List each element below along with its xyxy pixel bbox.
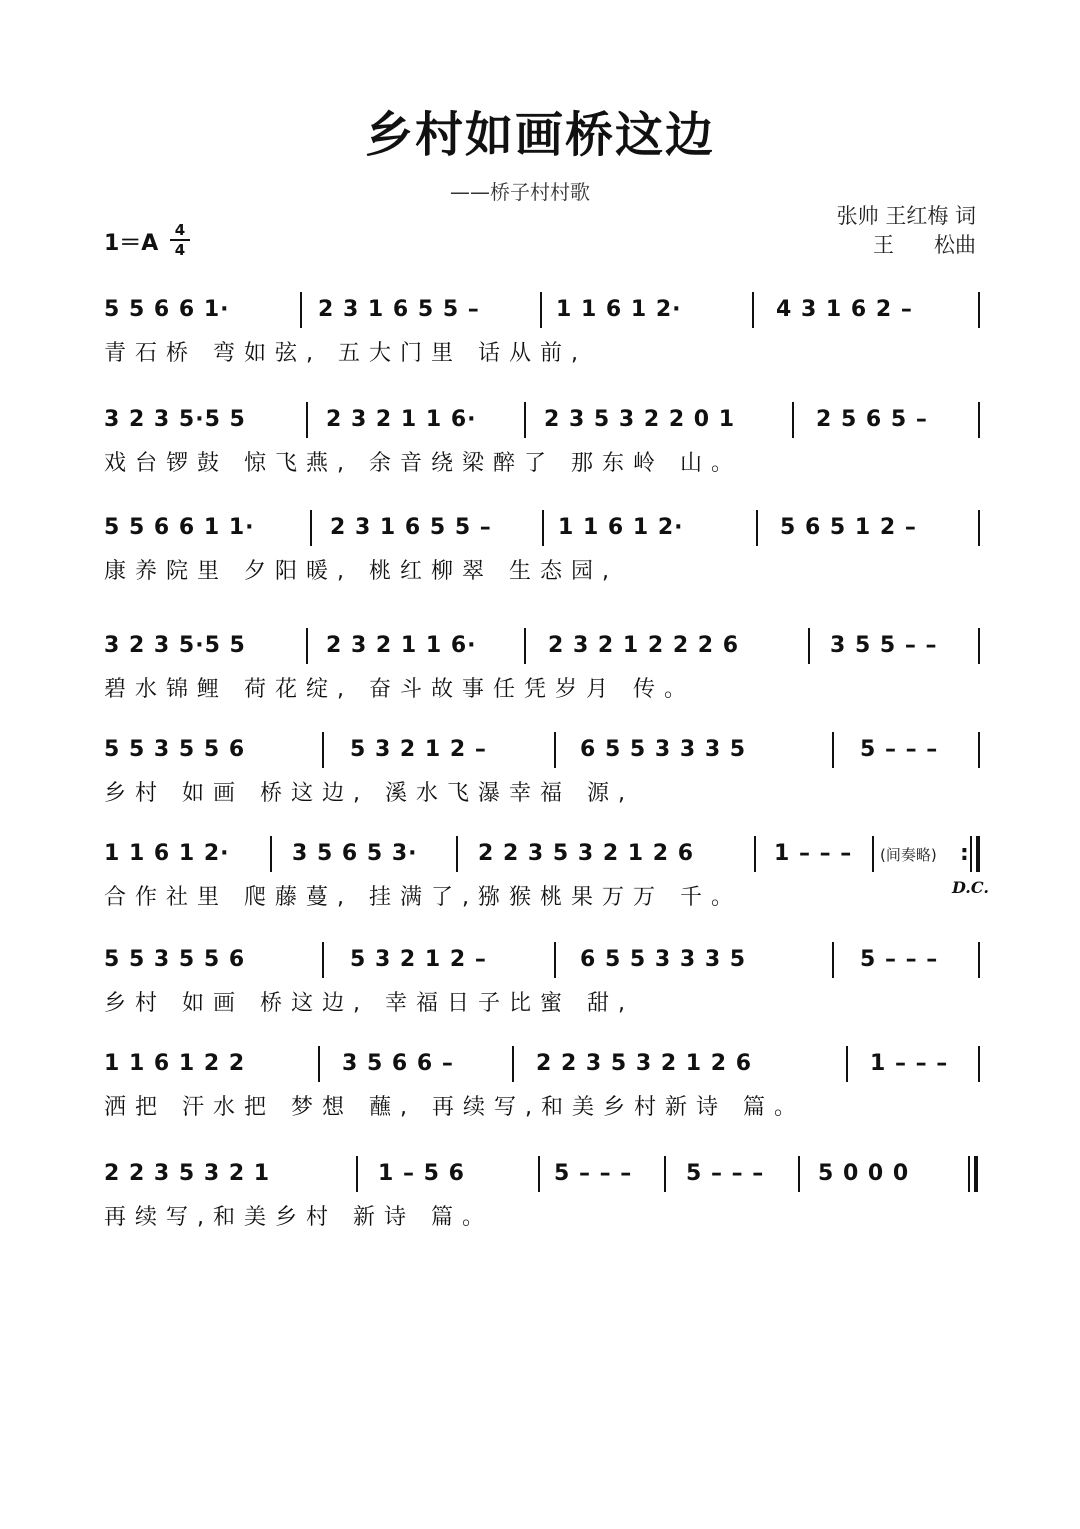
lyrics-line: 戏台锣鼓 惊飞燕, 余音绕梁醉了 那东岭 山。: [104, 451, 742, 476]
score-system-1: [104, 292, 982, 392]
measure: 5 5 3 5 5 6: [104, 737, 246, 762]
barline: [322, 732, 324, 768]
barline: [846, 1046, 848, 1082]
lyricist-credit: 张帅 王红梅 词: [836, 204, 976, 228]
measure: 1 1 6 1 2·: [558, 515, 684, 540]
measure: 1 – – –: [870, 1051, 949, 1076]
measure: 2 3 2 1 2 2 2 6: [548, 633, 740, 658]
barline: [270, 836, 272, 872]
score-system-3: [104, 510, 982, 610]
measure: 6 5 5 3 3 3 5: [580, 947, 747, 972]
barline: [322, 942, 324, 978]
notes-row: [104, 292, 982, 328]
time-signature-top: 4: [174, 221, 186, 239]
measure: 3 2 3 5·5 5: [104, 407, 246, 432]
measure: 2 2 3 5 3 2 1: [104, 1161, 271, 1186]
measure: 2 2 3 5 3 2 1 2 6: [478, 841, 695, 866]
barline: [978, 1046, 980, 1082]
measure: 1 1 6 1 2·: [104, 841, 230, 866]
lyrics-line: 洒把 汗水把 梦想 蘸, 再续写,和美乡村新诗 篇。: [104, 1095, 805, 1120]
notes-row: [104, 732, 982, 768]
score-system-8: [104, 1046, 982, 1146]
notes-row: [104, 836, 982, 872]
barline: [300, 292, 302, 328]
lyrics-line: 再续写,和美乡村 新诗 篇。: [104, 1205, 493, 1230]
measure: 2 3 5 3 2 2 0 1: [544, 407, 736, 432]
measure: 5 5 6 6 1 1·: [104, 515, 255, 540]
barline: [978, 942, 980, 978]
key-signature: 1＝A: [104, 231, 159, 256]
measure: 5 – – –: [860, 737, 939, 762]
time-signature: [170, 222, 190, 258]
measure: 1 1 6 1 2·: [556, 297, 682, 322]
notes-row: [104, 1156, 982, 1192]
barline: [968, 1156, 970, 1192]
score-system-6: [104, 836, 989, 936]
interlude-note: (间奏略): [880, 846, 937, 864]
barline: [306, 402, 308, 438]
barline: [554, 732, 556, 768]
measure: 5 5 6 6 1·: [104, 297, 230, 322]
measure: 1 – 5 6: [378, 1161, 465, 1186]
barline: [542, 510, 544, 546]
barline: [978, 732, 980, 768]
barline-thick: [974, 1156, 978, 1192]
measure: 5 – – –: [554, 1161, 633, 1186]
barline: [978, 402, 980, 438]
measure: 1 1 6 1 2 2: [104, 1051, 246, 1076]
barline: [456, 836, 458, 872]
song-subtitle: ——桥子村村歌: [450, 180, 590, 204]
barline: [310, 510, 312, 546]
lyrics-line: 青石桥 弯如弦, 五大门里 话从前,: [104, 341, 587, 366]
dc-marking: D.C.: [952, 878, 989, 897]
composer-credit: 王 松曲: [872, 233, 976, 257]
barline: [978, 628, 980, 664]
measure: 2 5 6 5 –: [816, 407, 928, 432]
measure: 6 5 5 3 3 3 5: [580, 737, 747, 762]
measure: 2 3 1 6 5 5 –: [318, 297, 480, 322]
measure: 5 3 2 1 2 –: [350, 947, 487, 972]
lyrics-line: 康养院里 夕阳暖, 桃红柳翠 生态园,: [104, 559, 618, 584]
score-system-5: [104, 732, 982, 832]
notes-row: [104, 402, 982, 438]
barline: [978, 292, 980, 328]
barline: [512, 1046, 514, 1082]
measure: 3 5 6 5 3·: [292, 841, 418, 866]
measure: 3 2 3 5·5 5: [104, 633, 246, 658]
measure: 5 6 5 1 2 –: [780, 515, 917, 540]
barline: [524, 628, 526, 664]
measure: 5 – – –: [860, 947, 939, 972]
measure: 4 3 1 6 2 –: [776, 297, 913, 322]
barline: [978, 510, 980, 546]
measure: 5 3 2 1 2 –: [350, 737, 487, 762]
barline: [554, 942, 556, 978]
barline: [524, 402, 526, 438]
repeat-dots: :: [960, 841, 970, 866]
measure: 1 – – –: [774, 841, 853, 866]
measure: 3 5 6 6 –: [342, 1051, 454, 1076]
barline: [540, 292, 542, 328]
barline: [798, 1156, 800, 1192]
lyrics-line: 碧水锦鲤 荷花绽, 奋斗故事任凭岁月 传。: [104, 677, 695, 702]
measure: 2 3 1 6 5 5 –: [330, 515, 492, 540]
score-system-2: [104, 402, 982, 502]
barline: [538, 1156, 540, 1192]
notes-row: [104, 942, 982, 978]
measure: 5 0 0 0: [818, 1161, 910, 1186]
barline: [832, 942, 834, 978]
measure: 2 3 2 1 1 6·: [326, 633, 477, 658]
score-system-7: [104, 942, 982, 1042]
measure: 3 5 5 – –: [830, 633, 938, 658]
barline: [832, 732, 834, 768]
measure: 5 – – –: [686, 1161, 765, 1186]
barline: [356, 1156, 358, 1192]
measure: 2 2 3 5 3 2 1 2 6: [536, 1051, 753, 1076]
lyrics-line: 合作社里 爬藤蔓, 挂满了,猕猴桃果万万 千。: [104, 885, 742, 910]
barline: [306, 628, 308, 664]
barline: [808, 628, 810, 664]
song-title: 乡村如画桥这边: [364, 107, 715, 163]
notes-row: [104, 628, 982, 664]
barline: [752, 292, 754, 328]
barline: [664, 1156, 666, 1192]
notes-row: [104, 510, 982, 546]
barline: [792, 402, 794, 438]
barline: [970, 836, 972, 872]
lyrics-line: 乡村 如画 桥这边, 溪水飞瀑幸福 源,: [104, 781, 634, 806]
barline: [754, 836, 756, 872]
barline: [756, 510, 758, 546]
score-system-9: [104, 1156, 982, 1256]
measure: 5 5 3 5 5 6: [104, 947, 246, 972]
measure: 2 3 2 1 1 6·: [326, 407, 477, 432]
notes-row: [104, 1046, 982, 1082]
barline: [872, 836, 874, 872]
lyrics-line: 乡村 如画 桥这边, 幸福日子比蜜 甜,: [104, 991, 634, 1016]
score-system-4: [104, 628, 982, 728]
barline-thick: [976, 836, 980, 872]
time-signature-bottom: 4: [174, 241, 186, 259]
barline: [318, 1046, 320, 1082]
